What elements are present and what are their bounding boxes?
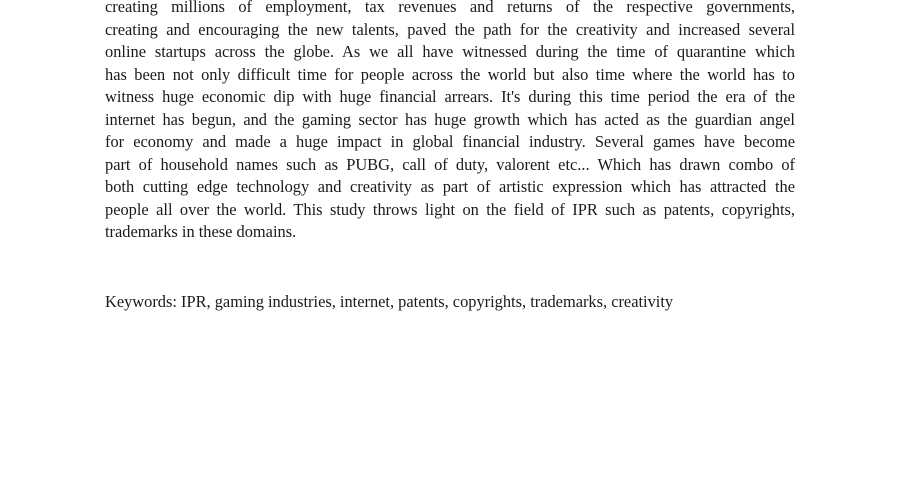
abstract-line: internet has begun, and the gaming sector has huge growth which has acted as the guardian angel xyxy=(105,109,795,129)
abstract-line: part of household names such as PUBG, call of duty, valorent etc... Which has drawn combo of xyxy=(105,154,795,174)
keywords-line: Keywords: IPR, gaming industries, internet, patents, copyrights, trademarks, creativity xyxy=(105,292,674,311)
abstract-line: creating and encouraging the new talents, paved the path for the creativity and increased several xyxy=(105,19,795,39)
abstract-line: online startups across the globe. As we all have witnessed during the time of quarantine which xyxy=(105,42,795,61)
abstract-line: people all over the world. This study throws light on the field of IPR such as patents, copyrights, xyxy=(105,199,795,219)
abstract-line: has been not only difficult time for people across the world but also time where the world has to xyxy=(105,64,795,84)
abstract-line: creating millions of employment, tax revenues and returns of the respective governments, xyxy=(105,0,795,16)
abstract-line: trademarks in these domains. xyxy=(105,222,297,241)
abstract-line: witness huge economic dip with huge financial arrears. It's during this time period the era of the xyxy=(105,87,795,106)
abstract-line: for economy and made a huge impact in global financial industry. Several games have become xyxy=(105,132,795,151)
abstract-paragraph xyxy=(105,0,795,244)
abstract-line: both cutting edge technology and creativity as part of artistic expression which has attracted the xyxy=(105,177,795,196)
